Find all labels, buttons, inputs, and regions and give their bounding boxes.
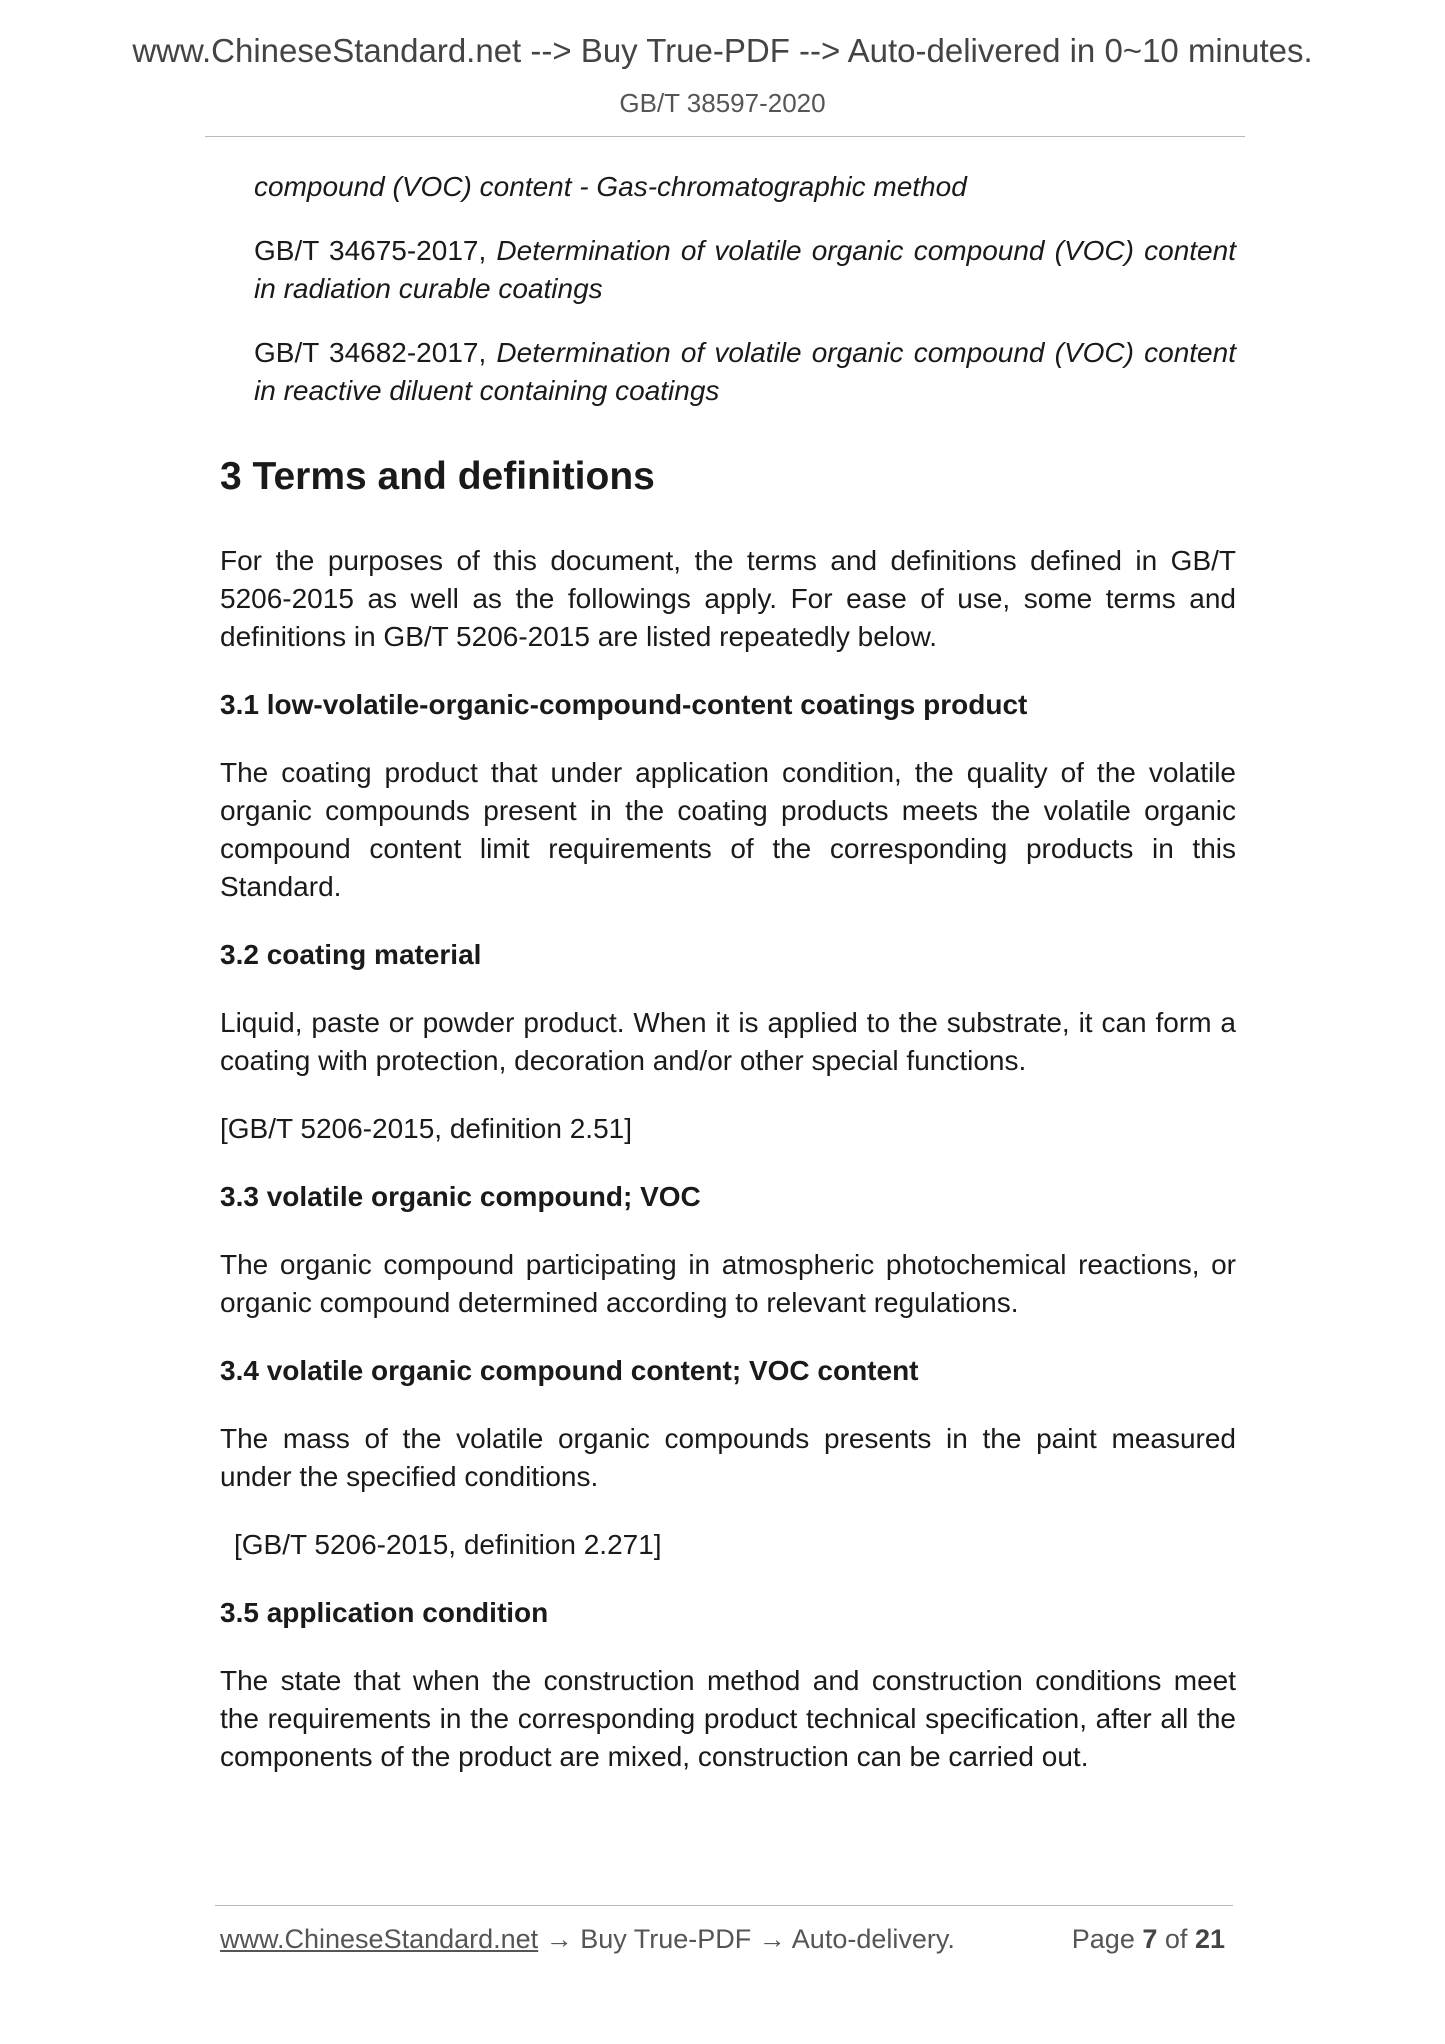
standard-id: GB/T 38597-2020	[619, 88, 826, 118]
reference-continuation: compound (VOC) content - Gas-chromatographic method	[254, 171, 967, 202]
page-word: Page	[1071, 1924, 1135, 1954]
footer-buy-text: Buy True-PDF	[580, 1924, 752, 1954]
of-word: of	[1164, 1924, 1188, 1954]
reference-item	[220, 232, 1236, 308]
footer-site-link[interactable]: www.ChineseStandard.net	[220, 1924, 539, 1954]
term-source: [GB/T 5206-2015, definition 2.271]	[234, 1529, 662, 1560]
term-title: 3.3 volatile organic compound; VOC	[220, 1181, 701, 1212]
term-definition: The coating product that under application condition, the quality of the volatile organic compounds present in the coating products meets the volatile organic compound content limit requirements of the corresponding products in this Standard.	[220, 757, 1236, 902]
term-definition: Liquid, paste or powder product. When it is applied to the substrate, it can form a coating with protection, decoration and/or other special functions.	[220, 1007, 1236, 1076]
arrow-right-icon: →	[545, 1924, 573, 1954]
reference-item	[220, 334, 1236, 410]
term-definition: The organic compound participating in atmospheric photochemical reactions, or organic compound determined according to relevant regulations.	[220, 1249, 1236, 1318]
header-divider	[205, 136, 1245, 137]
arrow-right-icon: →	[758, 1924, 786, 1954]
term-definition: The state that when the construction method and construction conditions meet the requirements in the corresponding product technical specification, after all the components of the product are mixed, construction can be carried out.	[220, 1665, 1236, 1772]
term-title: 3.2 coating material	[220, 939, 482, 970]
footer-delivery-text: Auto-delivery.	[791, 1924, 955, 1954]
reference-title: Determination of volatile organic compound (VOC) content in radiation curable coatings	[254, 235, 1236, 304]
term-title: 3.5 application condition	[220, 1597, 549, 1628]
current-page: 7	[1142, 1924, 1158, 1954]
term-title: 3.4 volatile organic compound content; VOC content	[220, 1355, 919, 1386]
page-number	[1072, 1924, 1225, 1955]
term-title: 3.1 low-volatile-organic-compound-content coatings product	[220, 689, 1028, 720]
total-pages: 21	[1194, 1924, 1225, 1954]
term-definition: The mass of the volatile organic compounds presents in the paint measured under the specified conditions.	[220, 1423, 1236, 1492]
reference-title: Determination of volatile organic compound (VOC) content in reactive diluent containing coatings	[254, 337, 1236, 406]
reference-code: GB/T 34675-2017,	[254, 235, 497, 266]
footer-links	[220, 1924, 955, 1955]
term-source: [GB/T 5206-2015, definition 2.51]	[220, 1113, 632, 1144]
header-banner: www.ChineseStandard.net --> Buy True-PDF --> Auto-delivered in 0~10 minutes.	[132, 32, 1313, 69]
reference-code: GB/T 34682-2017,	[254, 337, 497, 368]
footer-divider	[215, 1905, 1233, 1906]
section-intro: For the purposes of this document, the terms and definitions defined in GB/T 5206-2015 as well as the followings apply. For ease of use, some terms and definitions in GB/T 5206-2015 are listed repeatedly below.	[220, 545, 1236, 652]
section-heading: 3 Terms and definitions	[220, 455, 655, 498]
document-body	[220, 168, 1236, 1806]
